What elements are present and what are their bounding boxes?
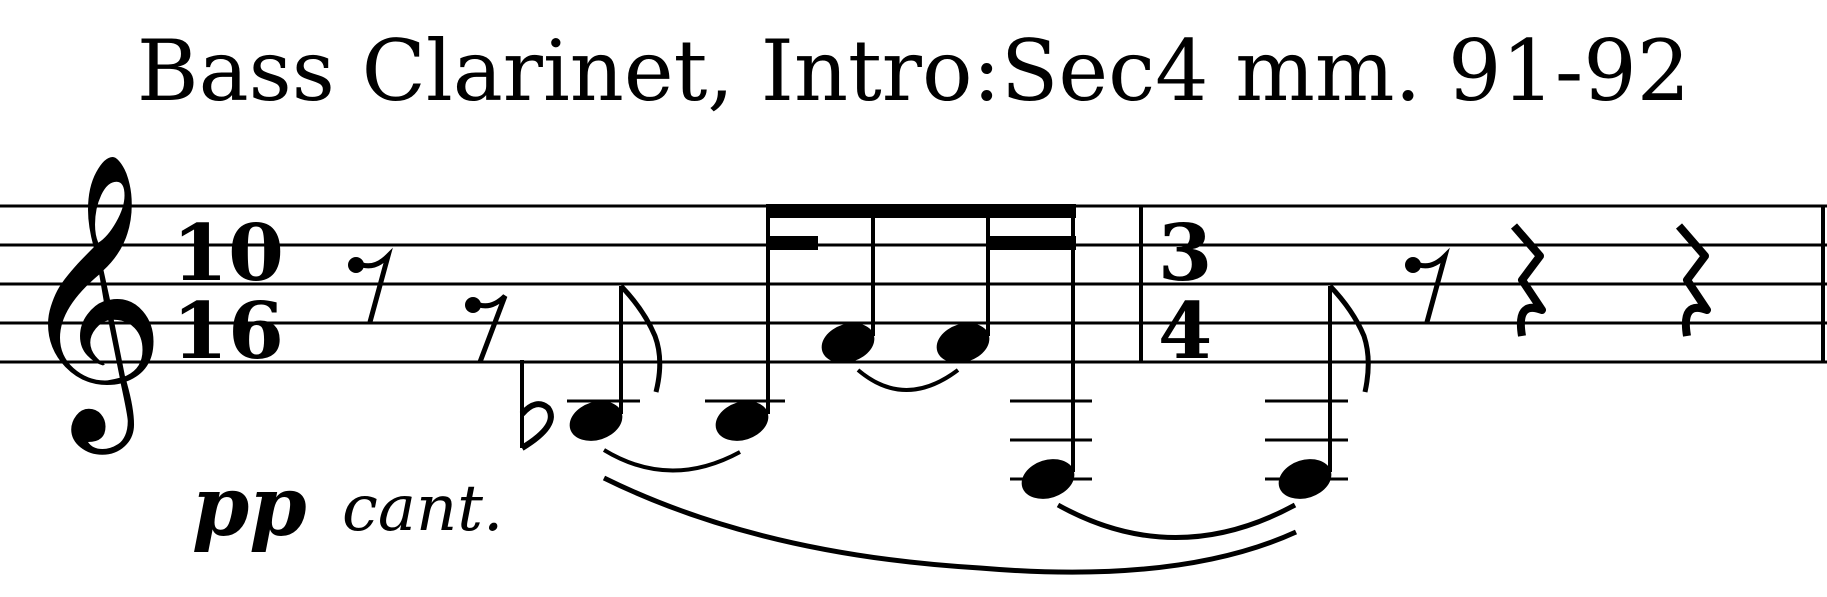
quarter-rest-2	[1679, 226, 1707, 336]
eighth-rest-2	[465, 296, 505, 362]
note-low-ledger-1	[1010, 210, 1092, 505]
expression-text: cant.	[342, 472, 504, 546]
note-low-ledger-2-eighth	[1265, 286, 1368, 505]
slur-bb-bb	[604, 450, 740, 471]
eighth-rest-1	[348, 256, 388, 322]
score-title: Bass Clarinet, Intro:Sec4 mm. 91-92	[136, 22, 1691, 120]
time-signature-numerator-m91: 10	[172, 208, 284, 299]
time-signature-numerator-m92: 3	[1158, 208, 1213, 299]
slur-low-low	[1058, 505, 1295, 538]
quarter-rest-1	[1514, 226, 1542, 336]
time-signature-denominator-m91: 16	[172, 286, 284, 377]
time-signature-denominator-m92: 4	[1158, 286, 1213, 377]
beam-group	[766, 204, 1076, 250]
treble-clef-icon: 𝄞	[18, 150, 166, 441]
flat-accidental-icon	[522, 360, 551, 448]
note-e-beamed-2	[931, 210, 994, 369]
note-e-beamed-1	[816, 210, 879, 369]
eighth-rest-3	[1405, 256, 1445, 322]
dynamic-marking: pp	[192, 459, 307, 555]
slur-long-phrase	[604, 478, 1296, 572]
note-bb-eighth	[564, 286, 659, 447]
slur-e-e	[858, 370, 958, 390]
